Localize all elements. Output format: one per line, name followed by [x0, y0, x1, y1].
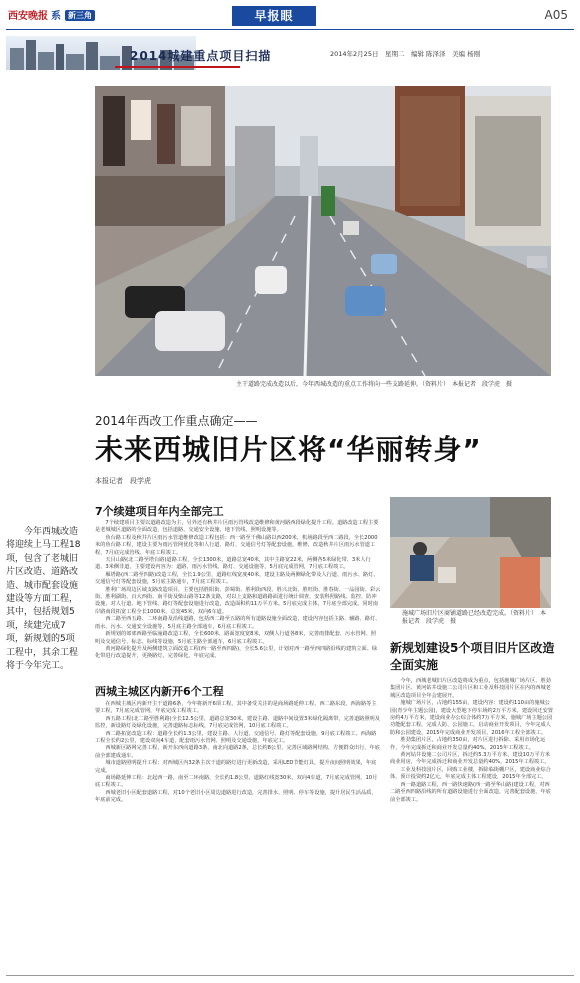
paragraph: 在西城主城区内新开主干道路6条，今年将新开6项工程，其中备受关注的是商场路延伸工程、西二路东段、西海路等主要工程，7月底完成管网，年底完成工程竣工。 [95, 701, 377, 715]
paragraph: 胜利广场周边区域支路改造项目，主要包括胜阳街、彭蜀街、胜利街西段、胜兴北街、胜旺街、胜春街、一品园街、彩云街、胜利湖街、百大西街、南平街及柴山路等12条支路，对以上支路和道路路面进行统计调查，安装科照路线、监控、防冲设施、对人行道、地下管线、路灯等配套设施进行改造，改造面积约11万平方米。5月底完成主体，7月底全部完成。同时南岸路南段拓宽工程全长1000米，总宽45米，双向6车道。 [95, 586, 381, 615]
sidebar-title: 新规划建设5个项目旧片区改造全面实施 [390, 641, 555, 672]
paragraph: 城市道路照明提升工程：对西城区内32条主次干道的路灯进行更新改造，采用LED节能灯具，提升夜间照明效果，年底完成。 [95, 760, 377, 774]
street-photo [95, 86, 551, 376]
paragraph: 西城老旧小区配套道路工程，对10个老旧小区周边道路进行改造，完善排水、照明、停车等设施，提升居民生活品质，年底前完成。 [95, 789, 377, 804]
section2-title: 西城主城区内新开6个工程 [95, 685, 224, 698]
construction-photo [390, 497, 551, 608]
paragraph: 天目山路(北二路至塔台路)道路工程，全长1300米，道路总宽40米，其中主路宽22米，两侧各5米绿化带、3米人行道、3米侧非道，主要建设内容为：道路、雨污水管线、路灯、交通设施等，5月底完成管网，7月底工程竣工。 [95, 557, 371, 571]
footer-rule [6, 975, 574, 976]
lead-summary: 今年西城改造将迎续上马工程18项，包含了老城旧片区改造、道路改造、城市配套设施建设等方面工程，其中，包括规划5项，续建完成7项，新规划的5项工程中，其余工程将于今年完工。 [6, 527, 81, 672]
photo-caption-2: 施城广场旧片区商铺道路已经改造完成。（资料片） 本报记者 段学虎 摄 [402, 610, 547, 625]
headline: 未来西城旧片区将“华丽转身” [95, 433, 482, 466]
paragraph: 雁塔路(西二路至四路)改造工程，全长1.9公里，道路红线宽度40米，建设主路及两侧绿化带及人行道、雨污水、路灯、交通信号灯等配套设施，5月底主路通车，7月底工程竣工。 [95, 571, 379, 586]
newspaper-brand [8, 7, 95, 22]
paragraph: 今年，西城老城旧片区改造将成为重点，包括施城广场片区、胜劲集团片区、黄河钻井设施二公司片区和工业及科技园片区在内的西城老城区改造项目全年会建展开。 [390, 678, 551, 699]
paragraph: 西二路拓宽改造工程：道路全长约1.3公里，建设主路、人行道、交通信号、路灯等配套设施，9月底工程竣工。西海路工程全长约2公里，建设双向4车道，配套雨污水管网、照明及交通设施，年底完工。 [95, 730, 377, 745]
paragraph: 工业及科技园片区，回购工业楼，拆除临街棚户区，建设商业综合体，预计投资约2亿元，年底完成主体工程建设，2015年全部完工。 [390, 766, 551, 781]
byline: 本报记者 段学虎 [95, 477, 151, 485]
paragraph: 商场路延伸工程：北起西一路，南至二环南路，全长约1.8公里，道路红线宽30米，双向4车道，7月底完成管网，10月底工程竣工。 [95, 775, 378, 789]
paragraph: 黄河路绿化提升及两侧建筑立面改造工程(西一路至西四路)，全长5.6公里，计划对西一路至西四路沿线的建筑立面、绿化带进行改造提升，更换路灯，完善绿化，年底完成。 [95, 645, 378, 660]
column-title: 早报眼 [232, 6, 316, 26]
paragraph: 西五路工程(北二路至胜利路)全长12.5公里，道路总宽30米，建设主路、道路中间设置3米绿化隔离带，完善道路照明及监控，新设路灯及绿化设施，完善道路标志标线，7月底完成管网，10月底工程竣工。 [95, 715, 380, 730]
paragraph: 7个续建项目主要以道路改造为主，另外还有秋井片区雨污管线改造维修和黄河路西段绿化提升工程。道路改造工程主要是老城城区道路的全面改造，包括道路、交通安全设施、地下管线、照明设施等。 [95, 520, 379, 534]
paragraph: 施城广场片区，占地约155亩，建设内容：建设约110亩的施城公园(青少年主题公园)，建设大型地下停车场约2万平方米，建设回迁安置房约4万平方米，建设商业办公综合体约7万平方米，施城广场主题公园功能配套工程，完成人防、公园施工，启动商业开发项目，今年完成人防和公园建设，2015年完成商业开发项目，2016年工程全部竣工。 [390, 700, 553, 736]
brand-name: 西安晚报 [8, 11, 48, 22]
section1-title: 7个续建项目年内全部完工 [95, 505, 224, 518]
header-rule [6, 29, 574, 30]
paragraph: 西城新区路网完善工程，新开东西向道路3条，南北向道路2条，总长约8公里，完善区域路网结构，方便群众出行，年底前全部建成通车。 [95, 745, 380, 759]
sidebar-body [390, 678, 553, 804]
paragraph: 西二路至西五路、二环南路及沿线道路，包括西二路至五路的所有道路设施全面改造，建设内容包括主路、辅路、路灯、雨水、污水、交通安全设施等，5月底主路全部通车，6月底工程竣工。 [95, 616, 381, 630]
section1-body [95, 520, 381, 661]
brand-sep: 系 [51, 11, 61, 22]
paragraph: 胜劲集团片区，占地约350亩，对片区进行拆除、采用市场化运作，今年完成拆迁和商业开发总量约40%，2015年工程竣工。 [390, 737, 546, 751]
paragraph: 鱼台路工程及秋井片区雨污水管道维修改造工程包括：西一路至千佛山路以西200米，机场路段至西二路段，全长2000米的鱼台路工程，建设主要为雨污管网优化等和人行道、路灯、交通信号灯等配套设施，维修，改造秋井片区雨污水管道工程，7月底完成管线、年底工程竣工。 [95, 534, 378, 556]
paragraph: 新规划的郊郊西路至临潼路改造工程，全长600米，路面宽度宽8米，双侧人行道各8米，完善雨排配套、污水管网、照明及交通信号、标志、标线等设施，5月底主路全部通车，6月底工程竣工。 [95, 631, 377, 645]
dateline: 2014年2月25日 星期二 编辑 陈泽泽 美编 杨刚 [330, 50, 481, 58]
section2-body [95, 701, 381, 805]
paragraph: 西一路道路工程，西一路快速路(西一路至华山路)建设工程，对西二路至西四路沿线的所有道路设施进行全面改造，完善配套设施，年底前全部竣工。 [390, 781, 551, 803]
banner-underline [115, 66, 240, 68]
headline-kicker: 2014年西改工作重点确定—— [95, 414, 258, 428]
photo-caption: 主干道路完成改造以后，今年西城改造的重点工作将向一些支路延伸。（资料片） 本报记者 段学虎 摄 [236, 381, 513, 388]
paragraph: 黄河钻井设施二公司片区，拆迁约5.3万平方米，建设10万平方米商业用房，今年完成拆迁和商业开发总量约40%，2015年工程竣工。 [390, 752, 551, 766]
banner-title: 2014城建重点项目扫描 [130, 49, 272, 63]
brand-tag: 新三角 [65, 10, 95, 21]
page-number: A05 [544, 8, 568, 22]
